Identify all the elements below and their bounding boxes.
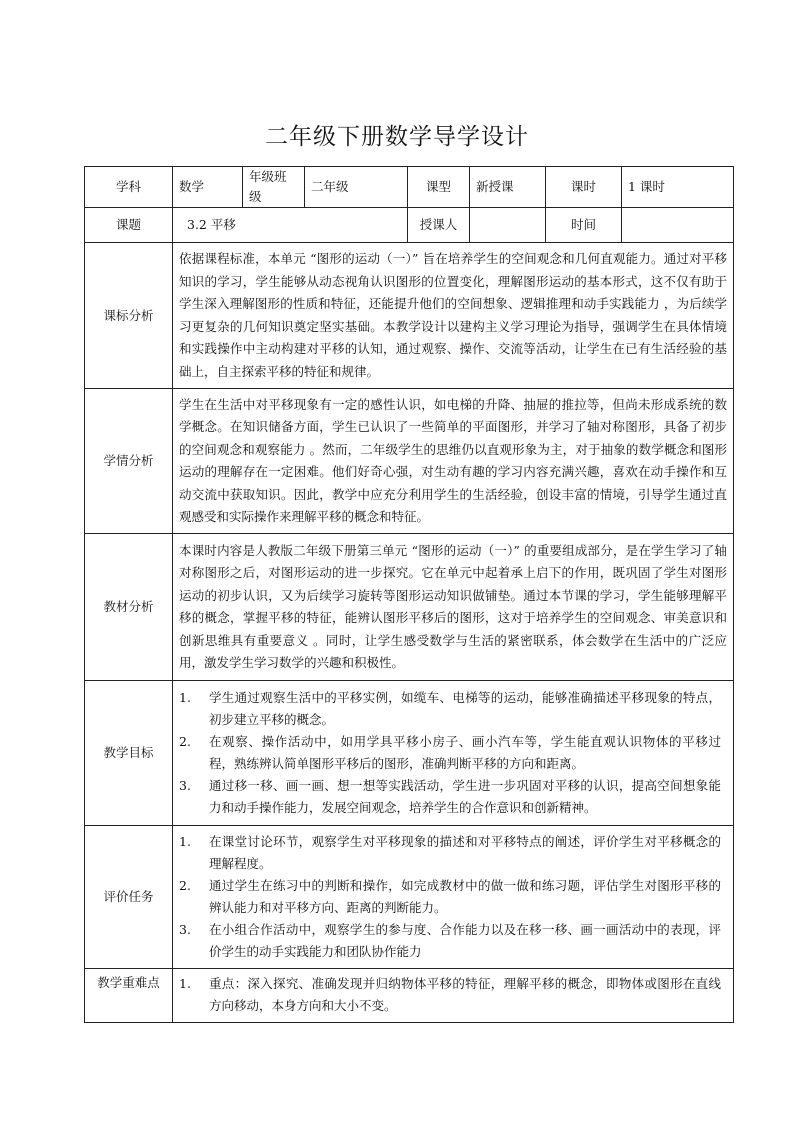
- material-text: 本课时内容是人教版二年级下册第三单元 “图形的运动（一）” 的重要组成部分，是在学生学习了轴对称图形之后，对图形运动的进一步探究。它在单元中起着承上启下的作用，既巩固了学生对图形运动的初步认识，又为后续学习旋转等图形运动知识做铺垫。通过本节课的学习，学生能够理解平移的概念，掌握平移的特征，能辨认图形平移后的图形，这对于培养学生的空间观念、审美意识和创新思维具有重要意义 。同时，让学生感受数学与生活的紧密联系，体会数学在生活中的广泛应用，激发学生学习数学的兴趣和积极性。: [173, 534, 734, 681]
- keypoints-cell: [173, 969, 734, 1023]
- students-label: 学情分析: [85, 389, 173, 534]
- list-item: 2. 在观察、操作活动中，如用学具平移小房子、画小汽车等，学生能直观认识物体的平移过程，熟练辨认简单图形平移后的图形，准确判断平移的方向和距离。: [179, 734, 721, 771]
- info-row-2: [85, 208, 734, 243]
- curriculum-text: 依据课程标准，本单元 “图形的运动（一）” 旨在培养学生的空间观念和几何直观能力。通过对平移知识的学习，学生能够从动态视角认识图形的位置变化，理解图形运动的基本形式，这不仅有助于学生深入理解图形的性质和特征，还能提升他们的空间想象、逻辑推理和动手实践能力 ，为后续学习更复杂的几何知识奠定坚实基础。本教学设计以建构主义学习理论为指导，强调学生在具体情境和实践操作中主动构建对平移的认知，通过观察、操作、交流等活动，让学生在已有生活经验的基础上，自主探索平移的特征和规律。: [173, 243, 734, 389]
- time-value: [622, 208, 734, 243]
- curriculum-row: [85, 243, 734, 389]
- list-item: 2. 通过学生在练习中的判断和操作，如完成教材中的做一做和练习题，评估学生对图形平移的辨认能力和对平移方向、距离的判断能力。: [179, 878, 721, 915]
- evaluation-label: 评价任务: [85, 826, 173, 969]
- grade-label: 年级班级: [243, 167, 305, 208]
- topic-value: 3.2 平移: [173, 208, 408, 243]
- goals-row: [85, 681, 734, 826]
- type-label: 课型: [408, 167, 470, 208]
- list-item: 1. 重点：深入探究、准确发现并归纳物体平移的特征，理解平移的概念，即物体或图形在直线方向移动，本身方向和大小不变。: [179, 976, 721, 1013]
- subject-label: 学科: [85, 167, 173, 208]
- period-value: 1 课时: [622, 167, 734, 208]
- goals-cell: [173, 681, 734, 826]
- students-text: 学生在生活中对平移现象有一定的感性认识，如电梯的升降、抽屉的推拉等，但尚未形成系统的数学概念。在知识储备方面，学生已认识了一些简单的平面图形，并学习了轴对称图形，具备了初步的空间观念和观察能力 。然而，二年级学生的思维仍以直观形象为主，对于抽象的数学概念和图形运动的理解存在一定困难。他们好奇心强，对生动有趣的学习内容充满兴趣，喜欢在动手操作和互动交流中获取知识。因此，教学中应充分利用学生的生活经验，创设丰富的情境，引导学生通过直观感受和实际操作来理解平移的概念和特征。: [173, 389, 734, 534]
- goals-list: [179, 683, 727, 823]
- goals-label: 教学目标: [85, 681, 173, 826]
- keypoints-row: [85, 969, 734, 1023]
- evaluation-cell: [173, 826, 734, 969]
- list-item: 1. 在课堂讨论环节，观察学生对平移现象的描述和对平移特点的阐述，评价学生对平移概念的理解程度。: [179, 834, 721, 871]
- grade-value: 二年级: [305, 167, 408, 208]
- students-row: [85, 389, 734, 534]
- list-item: 3. 通过移一移、画一画、想一想等实践活动，学生进一步巩固对平移的认识，提高空间想象能力和动手操作能力，发展空间观念，培养学生的合作意识和创新精神。: [179, 778, 721, 815]
- keypoints-list: [179, 969, 727, 1021]
- evaluation-row: [85, 826, 734, 969]
- evaluation-list: [179, 827, 727, 967]
- material-row: [85, 534, 734, 681]
- period-label: 课时: [546, 167, 622, 208]
- teacher-value: [470, 208, 546, 243]
- lesson-plan-table: [84, 166, 734, 1023]
- info-row-1: [85, 167, 734, 208]
- document-title: 二年级下册数学导学设计: [265, 124, 529, 150]
- subject-value: 数学: [173, 167, 243, 208]
- material-label: 教材分析: [85, 534, 173, 681]
- keypoints-label: 教学重难点: [85, 969, 173, 1023]
- topic-label: 课题: [85, 208, 173, 243]
- time-label: 时间: [546, 208, 622, 243]
- list-item: 3. 在小组合作活动中，观察学生的参与度、合作能力以及在移一移、画一画活动中的表现，评价学生的动手实践能力和团队协作能力: [179, 922, 721, 959]
- curriculum-label: 课标分析: [85, 243, 173, 389]
- list-item: 1. 学生通过观察生活中的平移实例，如缆车、电梯等的运动，能够准确描述平移现象的特点，初步建立平移的概念。: [179, 690, 721, 727]
- type-value: 新授课: [470, 167, 546, 208]
- teacher-label: 授课人: [408, 208, 470, 243]
